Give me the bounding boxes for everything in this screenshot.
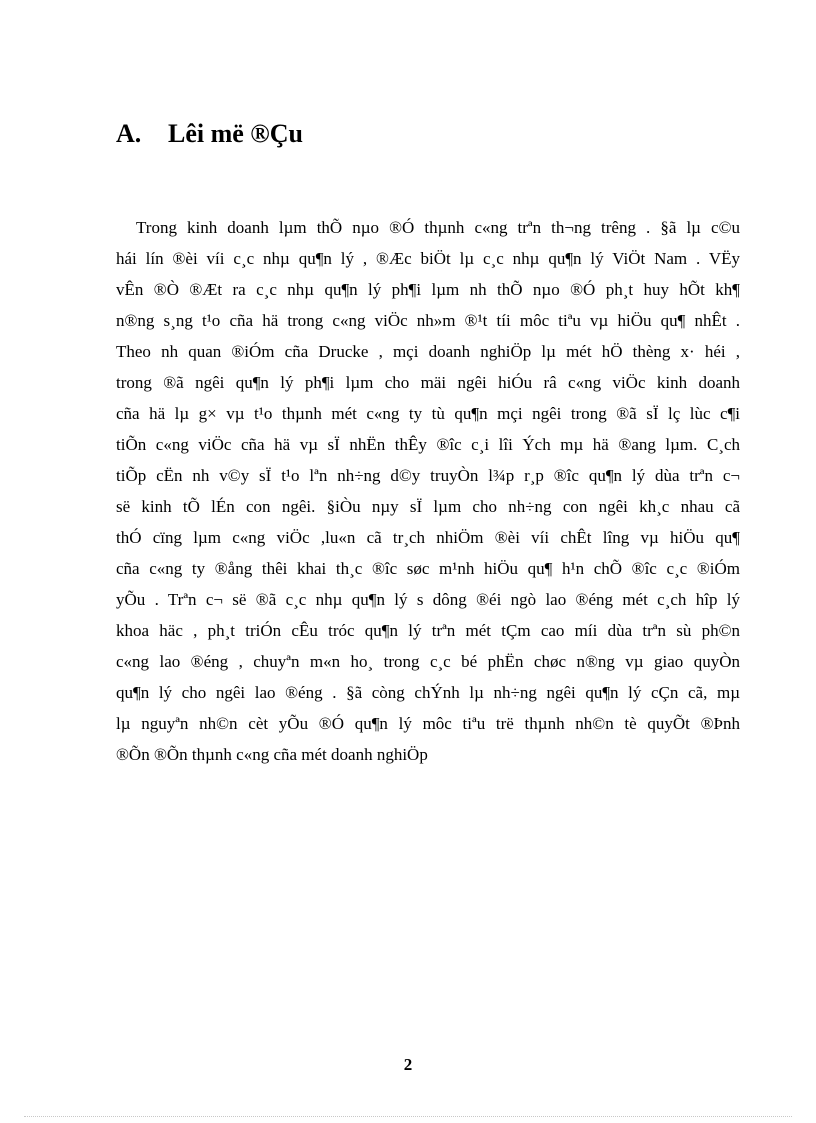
paragraph-line: tiÕn c«ng viÖc cña hä vµ sÏ nhËn thÊy ®îc c¸i lîi Ých mµ hä ®ang lµm. C¸ch xyxy=(116,435,740,454)
paragraph-line: cña c«ng ty ®ång thêi khai th¸c ®îc søc m¹nh hiÖu qu¶ h¹n chÕ ®îc c¸c ®iÓm xyxy=(116,559,740,578)
section-number: A. xyxy=(116,119,142,148)
paragraph-line: ®Õn ®Õn thµnh c«ng cña mét doanh nghiÖp xyxy=(116,745,428,764)
paragraph-line: cña hä lµ g× vµ t¹o thµnh mét c«ng ty tù qu¶n mçi ngêi trong ®ã sÏ lç lùc c¶i xyxy=(116,404,740,423)
paragraph-line: trong ®ã ngêi qu¶n lý ph¶i lµm cho mäi ngêi hiÓu râ c«ng viÖc kinh doanh xyxy=(116,373,740,392)
paragraph-line: yÕu . Trªn c¬ së ®ã c¸c nhµ qu¶n lý s dông ®éi ngò lao ®éng mét c¸ch hîp lý xyxy=(116,590,740,609)
paragraph-line: n®ng s¸ng t¹o cña hä trong c«ng viÖc nh»m ®¹t tíi môc tiªu vµ hiÖu qu¶ nhÊt . xyxy=(116,311,740,330)
paragraph-line: lµ nguyªn nh©n cèt yÕu ®Ó qu¶n lý môc tiªu trë thµnh nh©n tè quyÕt ®Þnh xyxy=(116,714,740,733)
paragraph-line: vÊn ®Ò ®Æt ra c¸c nhµ qu¶n lý ph¶i lµm nh thÕ nµo ®Ó ph¸t huy hÕt kh¶ xyxy=(116,280,740,299)
paragraph-line: c«ng lao ®éng , chuyªn m«n ho¸ trong c¸c bé phËn chøc n®ng vµ giao quyÒn xyxy=(116,652,740,671)
paragraph-line: khoa häc , ph¸t triÓn cÊu tróc qu¶n lý trªn mét tÇm cao míi dùa trªn sù ph©n xyxy=(116,621,740,640)
section-title: Lêi më ®Çu xyxy=(168,119,303,148)
paragraph-line: së kinh tÕ lÉn con ngêi. §iÒu nµy sÏ lµm cho nh÷ng con ngêi kh¸c nhau cã xyxy=(116,497,740,516)
paragraph-line: qu¶n lý cho ngêi lao ®éng . §ã còng chÝnh lµ nh÷ng ngêi qu¶n lý cÇn cã, mµ xyxy=(116,683,740,702)
paragraph-line: thÓ cïng lµm c«ng viÖc ,lu«n cã tr¸ch nhiÖm ®èi víi chÊt lîng vµ hiÖu qu¶ xyxy=(116,528,740,547)
paragraph-line: hái lín ®èi víi c¸c nhµ qu¶n lý , ®Æc biÖt lµ c¸c nhµ qu¶n lý ViÖt Nam . VËy xyxy=(116,249,740,268)
body-paragraph xyxy=(116,212,740,770)
paragraph-line: Theo nh quan ®iÓm cña Drucke , mçi doanh nghiÖp lµ mét hÖ thèng x· héi , xyxy=(116,342,740,361)
section-heading xyxy=(116,116,303,152)
page-number: 2 xyxy=(403,1055,413,1074)
paragraph-line: Trong kinh doanh lµm thÕ nµo ®Ó thµnh c«ng trªn th¬ng trêng . §ã lµ c©u xyxy=(136,218,740,237)
page-bottom-divider xyxy=(24,1116,792,1117)
paragraph-line: tiÕp cËn nh v©y sÏ t¹o lªn nh÷ng d©y truyÒn l¾p r¸p ®îc qu¶n lý dùa trªn c¬ xyxy=(116,466,740,485)
